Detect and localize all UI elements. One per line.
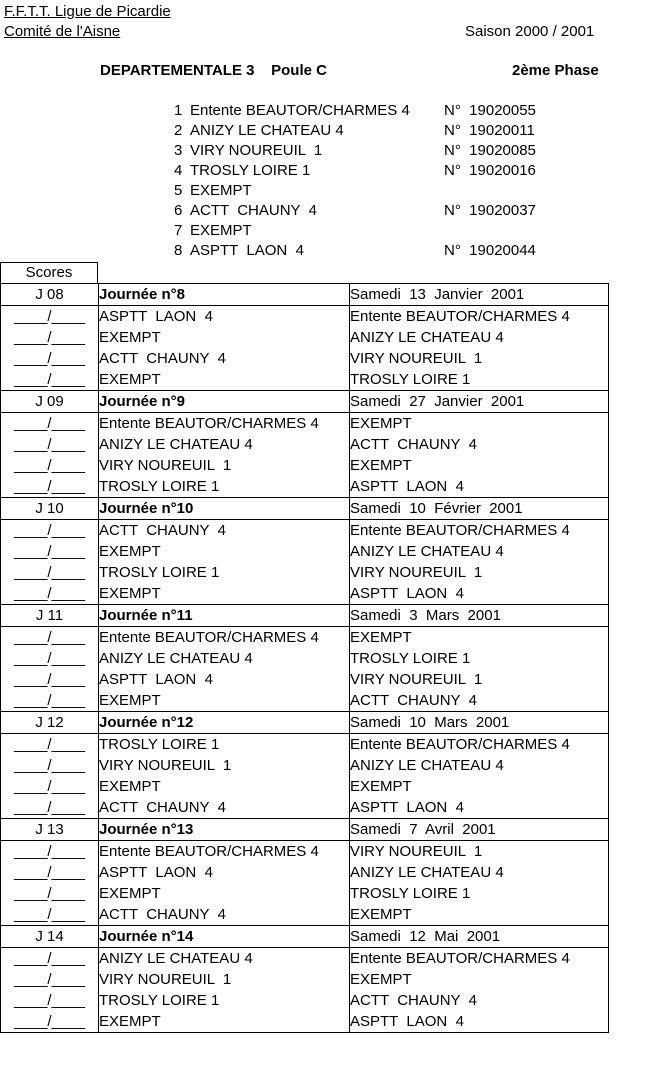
away-team: EXEMPT — [350, 969, 609, 990]
away-team: Entente BEAUTOR/CHARMES 4 — [350, 520, 609, 542]
round-code: J 13 — [1, 819, 99, 841]
round-header-row — [1, 712, 609, 734]
away-team: ASPTT LAON 4 — [350, 797, 609, 819]
score-field: ____/____ — [1, 327, 99, 348]
schedule-table — [0, 283, 609, 1033]
team-number: 6 — [174, 202, 183, 219]
home-team: Entente BEAUTOR/CHARMES 4 — [99, 841, 350, 863]
round-date: Samedi 13 Janvier 2001 — [350, 284, 609, 306]
round-code: J 09 — [1, 391, 99, 413]
score-field: ____/____ — [1, 369, 99, 391]
team-registration-number: N° 19020044 — [444, 242, 536, 259]
team-name: ANIZY LE CHATEAU 4 — [190, 122, 344, 139]
away-team: ACTT CHAUNY 4 — [350, 434, 609, 455]
division-title: DEPARTEMENTALE 3 Poule C — [100, 62, 327, 79]
season-label: Saison 2000 / 2001 — [465, 23, 595, 40]
home-team: ANIZY LE CHATEAU 4 — [99, 648, 350, 669]
score-field: ____/____ — [1, 455, 99, 476]
team-name: ASPTT LAON 4 — [190, 242, 304, 259]
round-header-row — [1, 284, 609, 306]
away-team: Entente BEAUTOR/CHARMES 4 — [350, 734, 609, 756]
match-row — [1, 690, 609, 712]
match-row — [1, 669, 609, 690]
home-team: Entente BEAUTOR/CHARMES 4 — [99, 627, 350, 649]
home-team: EXEMPT — [99, 883, 350, 904]
away-team: ACTT CHAUNY 4 — [350, 990, 609, 1011]
away-team: ASPTT LAON 4 — [350, 476, 609, 498]
round-code: J 12 — [1, 712, 99, 734]
away-team: VIRY NOUREUIL 1 — [350, 562, 609, 583]
match-row — [1, 862, 609, 883]
match-row — [1, 734, 609, 756]
round-code: J 14 — [1, 926, 99, 948]
round-title: Journée n°14 — [99, 926, 350, 948]
home-team: ACTT CHAUNY 4 — [99, 797, 350, 819]
league-name: F.F.T.T. Ligue de Picardie — [4, 3, 171, 20]
round-date: Samedi 7 Avril 2001 — [350, 819, 609, 841]
match-row — [1, 348, 609, 369]
match-row — [1, 990, 609, 1011]
home-team: EXEMPT — [99, 690, 350, 712]
match-row — [1, 883, 609, 904]
match-row — [1, 413, 609, 435]
round-date: Samedi 27 Janvier 2001 — [350, 391, 609, 413]
away-team: ANIZY LE CHATEAU 4 — [350, 862, 609, 883]
home-team: EXEMPT — [99, 327, 350, 348]
round-date: Samedi 3 Mars 2001 — [350, 605, 609, 627]
score-field: ____/____ — [1, 348, 99, 369]
team-number: 8 — [174, 242, 183, 259]
home-team: VIRY NOUREUIL 1 — [99, 755, 350, 776]
match-row — [1, 541, 609, 562]
home-team: ACTT CHAUNY 4 — [99, 520, 350, 542]
away-team: EXEMPT — [350, 776, 609, 797]
score-field: ____/____ — [1, 434, 99, 455]
score-field: ____/____ — [1, 755, 99, 776]
round-code: J 11 — [1, 605, 99, 627]
round-date: Samedi 12 Mai 2001 — [350, 926, 609, 948]
match-row — [1, 627, 609, 649]
round-header-row — [1, 391, 609, 413]
score-field: ____/____ — [1, 669, 99, 690]
home-team: EXEMPT — [99, 1011, 350, 1033]
home-team: TROSLY LOIRE 1 — [99, 476, 350, 498]
away-team: ANIZY LE CHATEAU 4 — [350, 327, 609, 348]
score-field: ____/____ — [1, 948, 99, 970]
home-team: TROSLY LOIRE 1 — [99, 562, 350, 583]
team-name: Entente BEAUTOR/CHARMES 4 — [190, 102, 410, 119]
score-field: ____/____ — [1, 841, 99, 863]
home-team: Entente BEAUTOR/CHARMES 4 — [99, 413, 350, 435]
match-row — [1, 306, 609, 328]
team-registration-number: N° 19020011 — [444, 122, 535, 139]
team-registration-number: N° 19020055 — [444, 102, 536, 119]
match-row — [1, 583, 609, 605]
score-field: ____/____ — [1, 734, 99, 756]
home-team: TROSLY LOIRE 1 — [99, 734, 350, 756]
match-row — [1, 434, 609, 455]
score-field: ____/____ — [1, 862, 99, 883]
team-name: ACTT CHAUNY 4 — [190, 202, 317, 219]
away-team: VIRY NOUREUIL 1 — [350, 348, 609, 369]
team-number: 7 — [174, 222, 183, 239]
match-row — [1, 562, 609, 583]
score-field: ____/____ — [1, 690, 99, 712]
score-field: ____/____ — [1, 969, 99, 990]
match-row — [1, 797, 609, 819]
score-field: ____/____ — [1, 413, 99, 435]
match-row — [1, 904, 609, 926]
score-field: ____/____ — [1, 583, 99, 605]
away-team: TROSLY LOIRE 1 — [350, 369, 609, 391]
round-header-row — [1, 926, 609, 948]
score-field: ____/____ — [1, 520, 99, 542]
match-row — [1, 648, 609, 669]
away-team: TROSLY LOIRE 1 — [350, 883, 609, 904]
round-title: Journée n°10 — [99, 498, 350, 520]
score-field: ____/____ — [1, 904, 99, 926]
committee-name: Comité de l'Aisne — [4, 23, 121, 40]
round-title: Journée n°13 — [99, 819, 350, 841]
team-number: 3 — [174, 142, 183, 159]
home-team: VIRY NOUREUIL 1 — [99, 969, 350, 990]
away-team: Entente BEAUTOR/CHARMES 4 — [350, 948, 609, 970]
round-header-row — [1, 819, 609, 841]
away-team: VIRY NOUREUIL 1 — [350, 841, 609, 863]
home-team: EXEMPT — [99, 776, 350, 797]
away-team: ASPTT LAON 4 — [350, 1011, 609, 1033]
team-number: 4 — [174, 162, 183, 179]
team-name: TROSLY LOIRE 1 — [190, 162, 311, 179]
home-team: ACTT CHAUNY 4 — [99, 348, 350, 369]
team-number: 5 — [174, 182, 183, 199]
away-team: EXEMPT — [350, 455, 609, 476]
away-team: ACTT CHAUNY 4 — [350, 690, 609, 712]
team-registration-number: N° 19020085 — [444, 142, 536, 159]
match-row — [1, 369, 609, 391]
away-team: EXEMPT — [350, 627, 609, 649]
home-team: TROSLY LOIRE 1 — [99, 990, 350, 1011]
away-team: ANIZY LE CHATEAU 4 — [350, 755, 609, 776]
match-row — [1, 841, 609, 863]
score-field: ____/____ — [1, 1011, 99, 1033]
score-field: ____/____ — [1, 541, 99, 562]
score-field: ____/____ — [1, 648, 99, 669]
round-header-row — [1, 498, 609, 520]
phase-label: 2ème Phase — [512, 62, 599, 79]
away-team: TROSLY LOIRE 1 — [350, 648, 609, 669]
match-row — [1, 520, 609, 542]
match-row — [1, 476, 609, 498]
home-team: ASPTT LAON 4 — [99, 669, 350, 690]
score-field: ____/____ — [1, 562, 99, 583]
home-team: ANIZY LE CHATEAU 4 — [99, 434, 350, 455]
home-team: EXEMPT — [99, 541, 350, 562]
home-team: ACTT CHAUNY 4 — [99, 904, 350, 926]
home-team: ASPTT LAON 4 — [99, 862, 350, 883]
score-field: ____/____ — [1, 627, 99, 649]
match-row — [1, 755, 609, 776]
round-code: J 10 — [1, 498, 99, 520]
round-title: Journée n°9 — [99, 391, 350, 413]
team-registration-number: N° 19020037 — [444, 202, 536, 219]
score-field: ____/____ — [1, 883, 99, 904]
score-field: ____/____ — [1, 776, 99, 797]
match-row — [1, 327, 609, 348]
team-registration-number: N° 19020016 — [444, 162, 536, 179]
home-team: VIRY NOUREUIL 1 — [99, 455, 350, 476]
team-name: VIRY NOUREUIL 1 — [190, 142, 323, 159]
scores-header: Scores — [0, 262, 98, 283]
round-header-row — [1, 605, 609, 627]
round-title: Journée n°12 — [99, 712, 350, 734]
away-team: VIRY NOUREUIL 1 — [350, 669, 609, 690]
round-title: Journée n°11 — [99, 605, 350, 627]
home-team: EXEMPT — [99, 583, 350, 605]
away-team: EXEMPT — [350, 904, 609, 926]
round-code: J 08 — [1, 284, 99, 306]
team-name: EXEMPT — [190, 222, 252, 239]
home-team: ASPTT LAON 4 — [99, 306, 350, 328]
match-row — [1, 1011, 609, 1033]
round-date: Samedi 10 Mars 2001 — [350, 712, 609, 734]
score-field: ____/____ — [1, 990, 99, 1011]
home-team: EXEMPT — [99, 369, 350, 391]
home-team: ANIZY LE CHATEAU 4 — [99, 948, 350, 970]
score-field: ____/____ — [1, 476, 99, 498]
away-team: ANIZY LE CHATEAU 4 — [350, 541, 609, 562]
team-number: 2 — [174, 122, 183, 139]
match-row — [1, 969, 609, 990]
round-date: Samedi 10 Février 2001 — [350, 498, 609, 520]
match-row — [1, 948, 609, 970]
match-row — [1, 776, 609, 797]
match-row — [1, 455, 609, 476]
score-field: ____/____ — [1, 306, 99, 328]
team-number: 1 — [174, 102, 183, 119]
away-team: EXEMPT — [350, 413, 609, 435]
away-team: ASPTT LAON 4 — [350, 583, 609, 605]
round-title: Journée n°8 — [99, 284, 350, 306]
team-name: EXEMPT — [190, 182, 252, 199]
score-field: ____/____ — [1, 797, 99, 819]
away-team: Entente BEAUTOR/CHARMES 4 — [350, 306, 609, 328]
